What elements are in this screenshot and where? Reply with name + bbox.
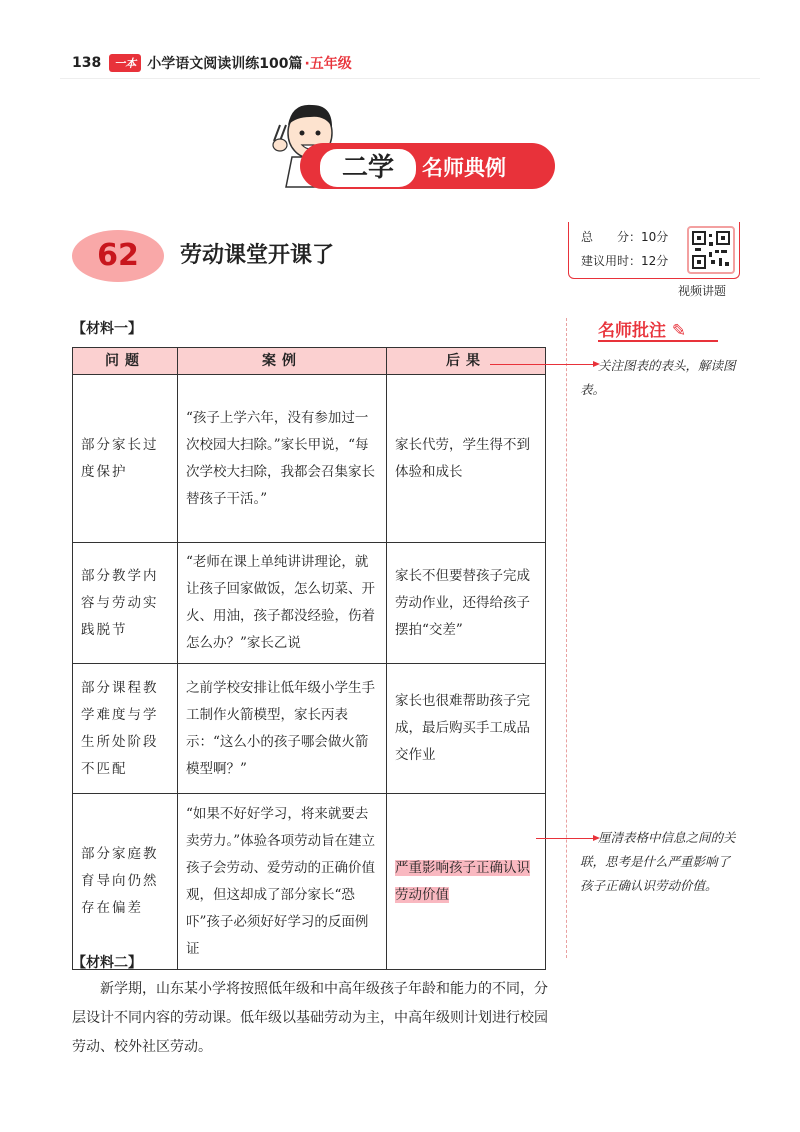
score-box	[568, 222, 740, 279]
cell-problem: 部分家庭教育导向仍然存在偏差	[73, 794, 178, 970]
notes-title	[598, 316, 686, 341]
grade-label: ·五年级	[304, 56, 352, 72]
notes-title-text: 名师批注	[598, 321, 666, 341]
lesson-number-badge	[72, 230, 172, 286]
cell-case: “老师在课上单纯讲讲理论，就让孩子回家做饭，怎么切菜、开火、用油，孩子都没经验，伤着怎么办？”家长乙说	[178, 543, 387, 664]
cell-problem: 部分课程教学难度与学生所处阶段不匹配	[73, 664, 178, 794]
material-one-label: 【材料一】	[72, 321, 142, 337]
table-row	[73, 664, 546, 794]
cell-problem: 部分教学内容与劳动实践脱节	[73, 543, 178, 664]
cell-result: 家长不但要替孩子完成劳动作业，还得给孩子摆拍“交差”	[387, 543, 546, 664]
total-score-row	[581, 228, 668, 245]
series-logo: 一本	[109, 54, 141, 72]
note-1: 关注图表的表头，解读图表。	[580, 358, 736, 397]
notes-divider	[566, 318, 567, 958]
pen-icon: ✎	[671, 321, 687, 341]
book-title: 小学语文阅读训练100篇	[147, 56, 303, 72]
cell-problem: 部分家长过度保护	[73, 375, 178, 543]
header-divider	[60, 78, 760, 79]
cell-case: “孩子上学六年，没有参加过一次校园大扫除。”家长甲说，“每次学校大扫除，我都会召集家长替孩子干活。”	[178, 375, 387, 543]
header-result: 后果	[387, 348, 546, 375]
note-2: 厘清表格中信息之间的关联，思考是什么严重影响了孩子正确认识劳动价值。	[580, 830, 736, 893]
lesson-number: 62	[97, 238, 139, 273]
highlighted-result: 严重影响孩子正确认识劳动价值	[395, 859, 530, 903]
material-table	[72, 347, 546, 970]
table-header-row	[73, 348, 546, 375]
page-number: 138	[72, 55, 102, 71]
notes-title-underline	[598, 340, 718, 342]
table-row	[73, 794, 546, 970]
header-problem: 问题	[73, 348, 178, 375]
cell-case: 之前学校安排让低年级小学生手工制作火箭模型，家长丙表示：“这么小的孩子哪会做火箭模型啊？”	[178, 664, 387, 794]
suggested-time-row	[581, 252, 668, 269]
cell-result: 家长代劳，学生得不到体验和成长	[387, 375, 546, 543]
table-row	[73, 375, 546, 543]
qr-code-icon[interactable]	[687, 226, 735, 274]
note-arrow-1	[490, 364, 594, 365]
table-row	[73, 543, 546, 664]
cell-case: “如果不好好学习，将来就要去卖劳力。”体验各项劳动旨在建立孩子会劳动、爱劳动的正确价值观，但这却成了部分家长“恐吓”孩子必须好好学习的反面例证	[178, 794, 387, 970]
material-two-label: 【材料二】	[72, 955, 142, 971]
lesson-title: 劳动课堂开课了	[180, 243, 335, 268]
total-score-label: 总 分：	[581, 230, 642, 244]
section-banner	[270, 95, 560, 205]
material-two-paragraph: 新学期，山东某小学将按照低年级和中高年级孩子年龄和能力的不同，分层设计不同内容的劳动课。低年级以基础劳动为主，中高年级则计划进行校园劳动、校外社区劳动。	[72, 981, 548, 1055]
page-header	[72, 52, 352, 74]
banner-sub-label: 名师典例	[422, 156, 506, 180]
video-explanation-label: 视频讲题	[678, 284, 727, 298]
header-case: 案例	[178, 348, 387, 375]
banner-main-label: 二学	[318, 147, 418, 189]
suggested-time-value: 12分	[641, 254, 669, 268]
suggested-time-label: 建议用时：	[581, 254, 642, 268]
total-score-value: 10分	[641, 230, 669, 244]
cell-result	[387, 794, 546, 970]
cell-result: 家长也很难帮助孩子完成，最后购买手工成品交作业	[387, 664, 546, 794]
